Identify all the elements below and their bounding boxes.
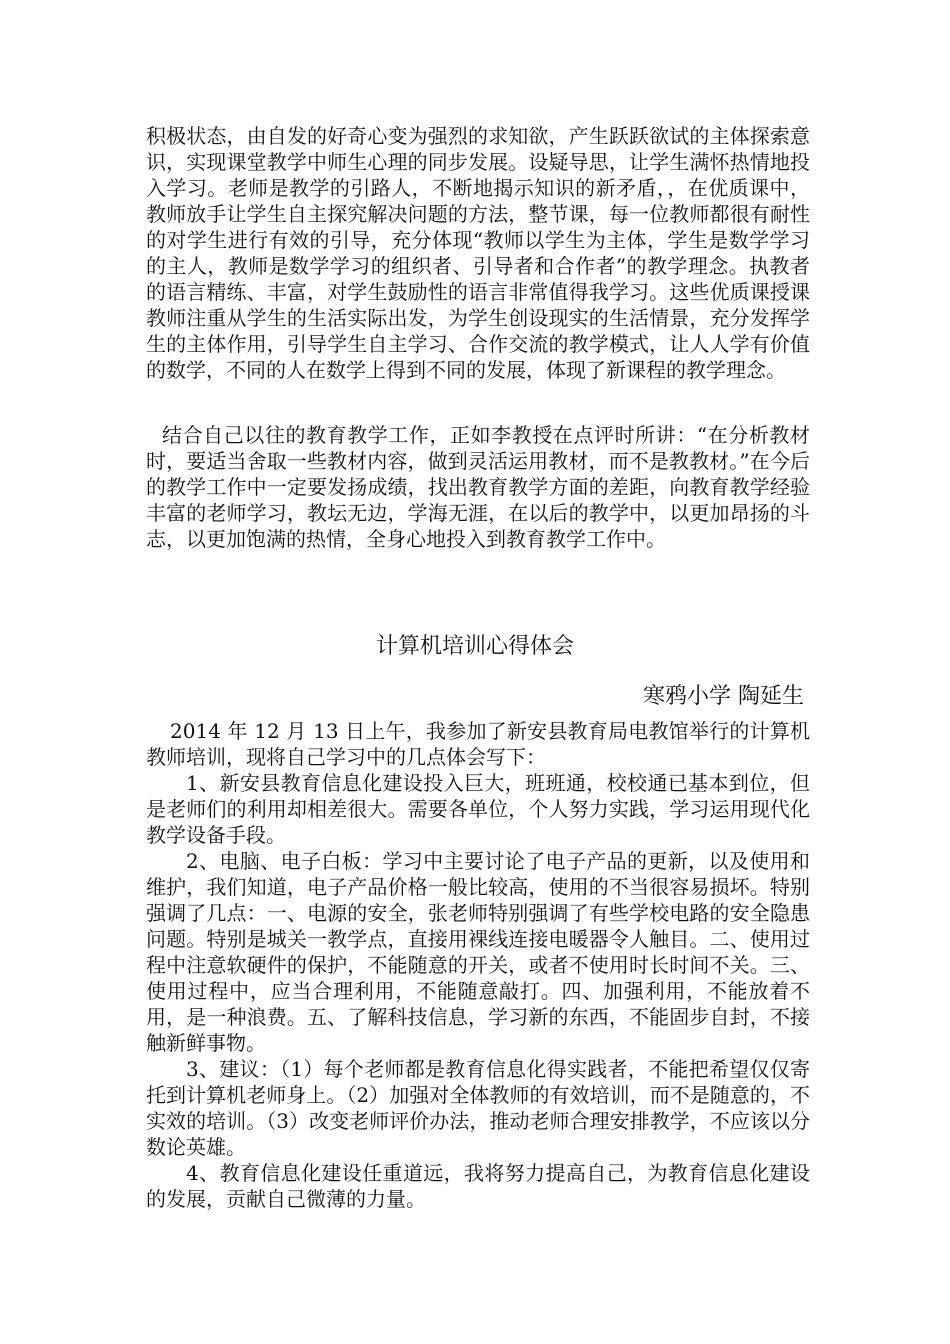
article-title: 计算机培训心得体会 xyxy=(375,634,574,659)
continued-paragraph: 积极状态，由自发的好奇心变为强烈的求知欲，产生跃跃欲试的主体探索意识，实现课堂教学中师生心理的同步发展。设疑导思，让学生满怀热情地投入学习。老师是教学的引路人，不断地揭示知识的新矛盾，，在优质课中，教师放手让学生自主探究解决问题的方法，整节课，每一位教师都很有耐性的对学生进行有效的引导，充分体现“教师以学生为主体，学生是数学学习的主人，教师是数学学习的组织者、引导者和合作者”的教学理念。执教者的语言精练、丰富，对学生鼓励性的语言非常值得我学习。这些优质课授课教师注重从学生的生活实际出发，为学生创设现实的生活情景，充分发挥学生的主体作用，引导学生自主学习、合作交流的教学模式，让人人学有价值的数学，不同的人在数学上得到不同的发展，体现了新课程的教学理念。 xyxy=(146,124,810,382)
article-body xyxy=(146,718,810,1212)
closing-paragraph: 结合自己以往的教育教学工作，正如李教授在点评时所讲：“在分析教材时，要适当舍取一些教材内容，做到灵活运用教材，而不是教教材。”在今后的教学工作中一定要发扬成绩，找出教育教学方面的差距，向教育教学经验丰富的老师学习，教坛无边，学海无涯，在以后的教学中，以更加昂扬的斗志，以更加饱满的热情，全身心地投入到教育教学工作中。 xyxy=(146,423,810,551)
article-paragraph-intro: 2014 年 12 月 13 日上午，我参加了新安县教育局电教馆举行的计算机教师培训，现将自己学习中的几点体会写下： xyxy=(146,719,810,769)
article-paragraph-2: 2、电脑、电子白板：学习中主要讨论了电子产品的更新，以及使用和维护，我们知道，电子产品价格一般比较高，使用的不当很容易损坏。特别强调了几点：一、电源的安全，张老师特别强调了有些学校电路的安全隐患问题。特别是城关一教学点，直接用裸线连接电暖器令人触目。二、使用过程中注意软硬件的保护，不能随意的开关，或者不使用时长时间不关。三、使用过程中，应当合理利用，不能随意敲打。四、加强利用，不能放着不用，是一种浪费。五、了解科技信息，学习新的东西，不能固步自封，不接触新鲜事物。 xyxy=(146,849,810,1055)
article-paragraph-1: 1、新安县教育信息化建设投入巨大，班班通，校校通已基本到位，但是老师们的利用却相差很大。需要各单位，个人努力实践，学习运用现代化教学设备手段。 xyxy=(146,771,810,847)
article-paragraph-4: 4、教育信息化建设任重道远，我将努力提高自己，为教育信息化建设的发展，贡献自己微薄的力量。 xyxy=(146,1161,810,1211)
author-line: 寒鸦小学 陶延生 xyxy=(643,684,804,709)
article-paragraph-3: 3、建议：（1）每个老师都是教育信息化得实践者，不能把希望仅仅寄托到计算机老师身上。（2）加强对全体教师的有效培训，而不是随意的，不实效的培训。（3）改变老师评价办法，推动老师合理安排教学，不应该以分数论英雄。 xyxy=(146,1057,810,1159)
